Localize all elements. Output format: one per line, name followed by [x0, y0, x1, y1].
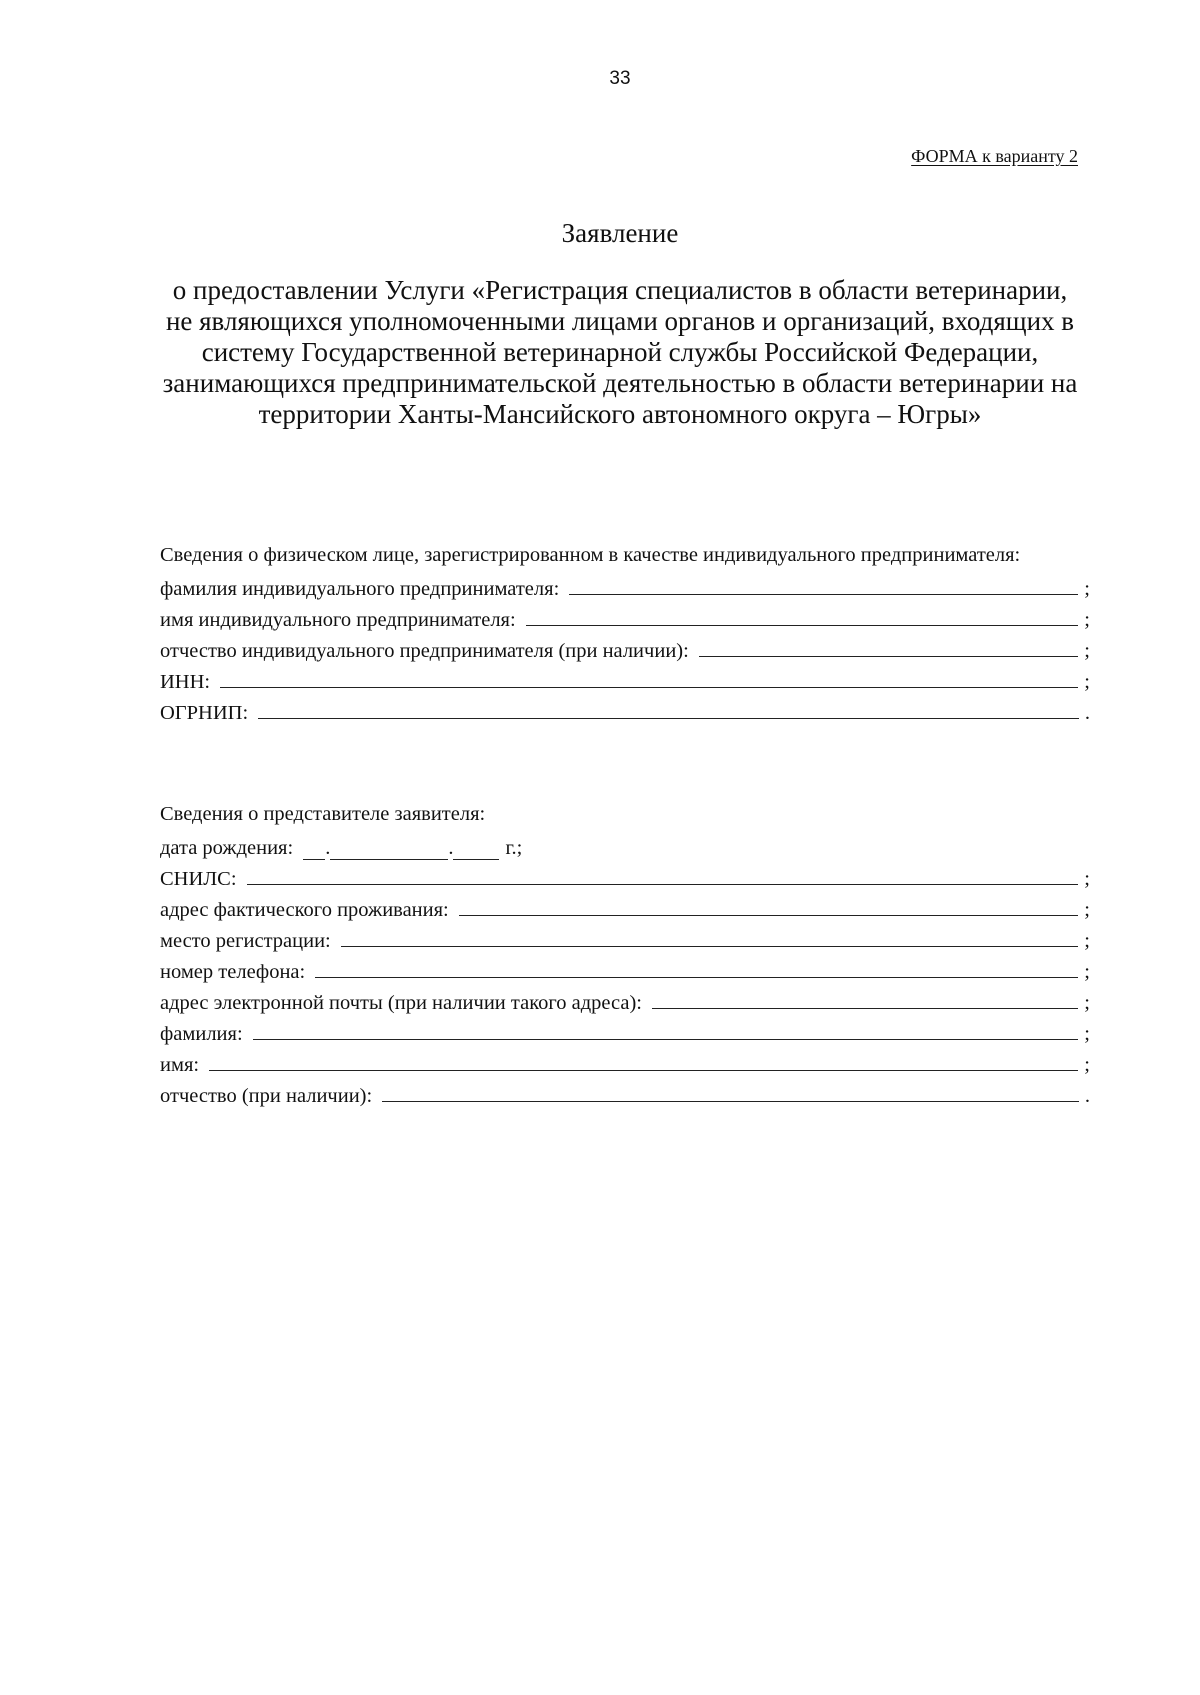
birth-day-input-line[interactable] [303, 841, 325, 860]
field-label: ОГРНИП: [160, 702, 249, 724]
field-label: фамилия: [160, 1023, 243, 1045]
field-terminator: ; [1084, 578, 1090, 600]
entrepreneur-name-field [160, 601, 1090, 632]
field-label: отчество индивидуального предпринимателя (при наличии): [160, 640, 689, 662]
field-label: дата рождения: [160, 837, 294, 859]
document-title: Заявление [561, 218, 679, 248]
field-terminator: ; [1084, 609, 1090, 631]
field-terminator: ; [1084, 671, 1090, 693]
registration-place-input-line[interactable] [341, 945, 1079, 947]
entrepreneur-name-input-line[interactable] [526, 624, 1079, 626]
actual-address-field [160, 891, 1090, 922]
inn-field [160, 663, 1090, 694]
page-number: 33 [609, 68, 631, 89]
field-terminator: ; [1084, 1054, 1090, 1076]
date-separator: . [325, 837, 331, 859]
email-input-line[interactable] [652, 1007, 1078, 1009]
date-separator: . [448, 837, 454, 859]
email-field [160, 984, 1090, 1015]
ogrnip-input-line[interactable] [258, 717, 1079, 719]
form-variant-label: ФОРМА к варианту 2 [911, 146, 1078, 166]
representative-patronymic-input-line[interactable] [382, 1100, 1079, 1102]
field-label: адрес электронной почты (при наличии такого адреса): [160, 992, 642, 1014]
phone-field [160, 953, 1090, 984]
field-label: отчество (при наличии): [160, 1085, 373, 1107]
field-label: имя: [160, 1054, 200, 1076]
year-suffix: г.; [505, 837, 523, 859]
field-label: СНИЛС: [160, 868, 237, 890]
inn-input-line[interactable] [220, 686, 1078, 688]
field-terminator: ; [1084, 868, 1090, 890]
field-label: адрес фактического проживания: [160, 899, 449, 921]
field-terminator: ; [1084, 930, 1090, 952]
entrepreneur-section [160, 541, 1090, 725]
ogrnip-field [160, 694, 1090, 725]
entrepreneur-surname-field [160, 570, 1090, 601]
actual-address-input-line[interactable] [459, 914, 1079, 916]
field-terminator: ; [1084, 899, 1090, 921]
field-terminator: ; [1084, 961, 1090, 983]
field-terminator: . [1084, 1085, 1090, 1107]
entrepreneur-section-heading: Сведения о физическом лице, зарегистрированном в качестве индивидуального предпринимателя: [160, 544, 1021, 566]
registration-place-field [160, 922, 1090, 953]
representative-surname-input-line[interactable] [253, 1038, 1079, 1040]
representative-name-input-line[interactable] [209, 1069, 1078, 1071]
entrepreneur-surname-input-line[interactable] [569, 593, 1078, 595]
representative-patronymic-field [160, 1077, 1090, 1108]
field-label: фамилия индивидуального предпринимателя: [160, 578, 560, 600]
birth-year-input-line[interactable] [453, 841, 499, 860]
snils-input-line[interactable] [247, 883, 1079, 885]
birth-date-field [160, 829, 1090, 860]
document-subtitle: о предоставлении Услуги «Регистрация специалистов в области ветеринарии, не являющихся уполномоченными лицами органов и организаций, входящих в систему Государственной ветеринарной службы Российской Федерации, занимающихся предпринимательской деятельностью в области ветеринарии на территории Ханты-Мансийского автономного округа – Югры» [162, 275, 1078, 429]
representative-section [160, 800, 1090, 1108]
representative-name-field [160, 1046, 1090, 1077]
field-label: имя индивидуального предпринимателя: [160, 609, 516, 631]
snils-field [160, 860, 1090, 891]
field-label: ИНН: [160, 671, 211, 693]
field-terminator: . [1084, 702, 1090, 724]
field-terminator: ; [1084, 1023, 1090, 1045]
entrepreneur-patronymic-input-line[interactable] [699, 655, 1078, 657]
birth-month-input-line[interactable] [330, 841, 448, 860]
field-terminator: ; [1084, 640, 1090, 662]
representative-surname-field [160, 1015, 1090, 1046]
field-label: место регистрации: [160, 930, 331, 952]
field-terminator: ; [1084, 992, 1090, 1014]
field-label: номер телефона: [160, 961, 306, 983]
entrepreneur-patronymic-field [160, 632, 1090, 663]
phone-input-line[interactable] [315, 976, 1078, 978]
representative-section-heading: Сведения о представителе заявителя: [160, 803, 486, 825]
